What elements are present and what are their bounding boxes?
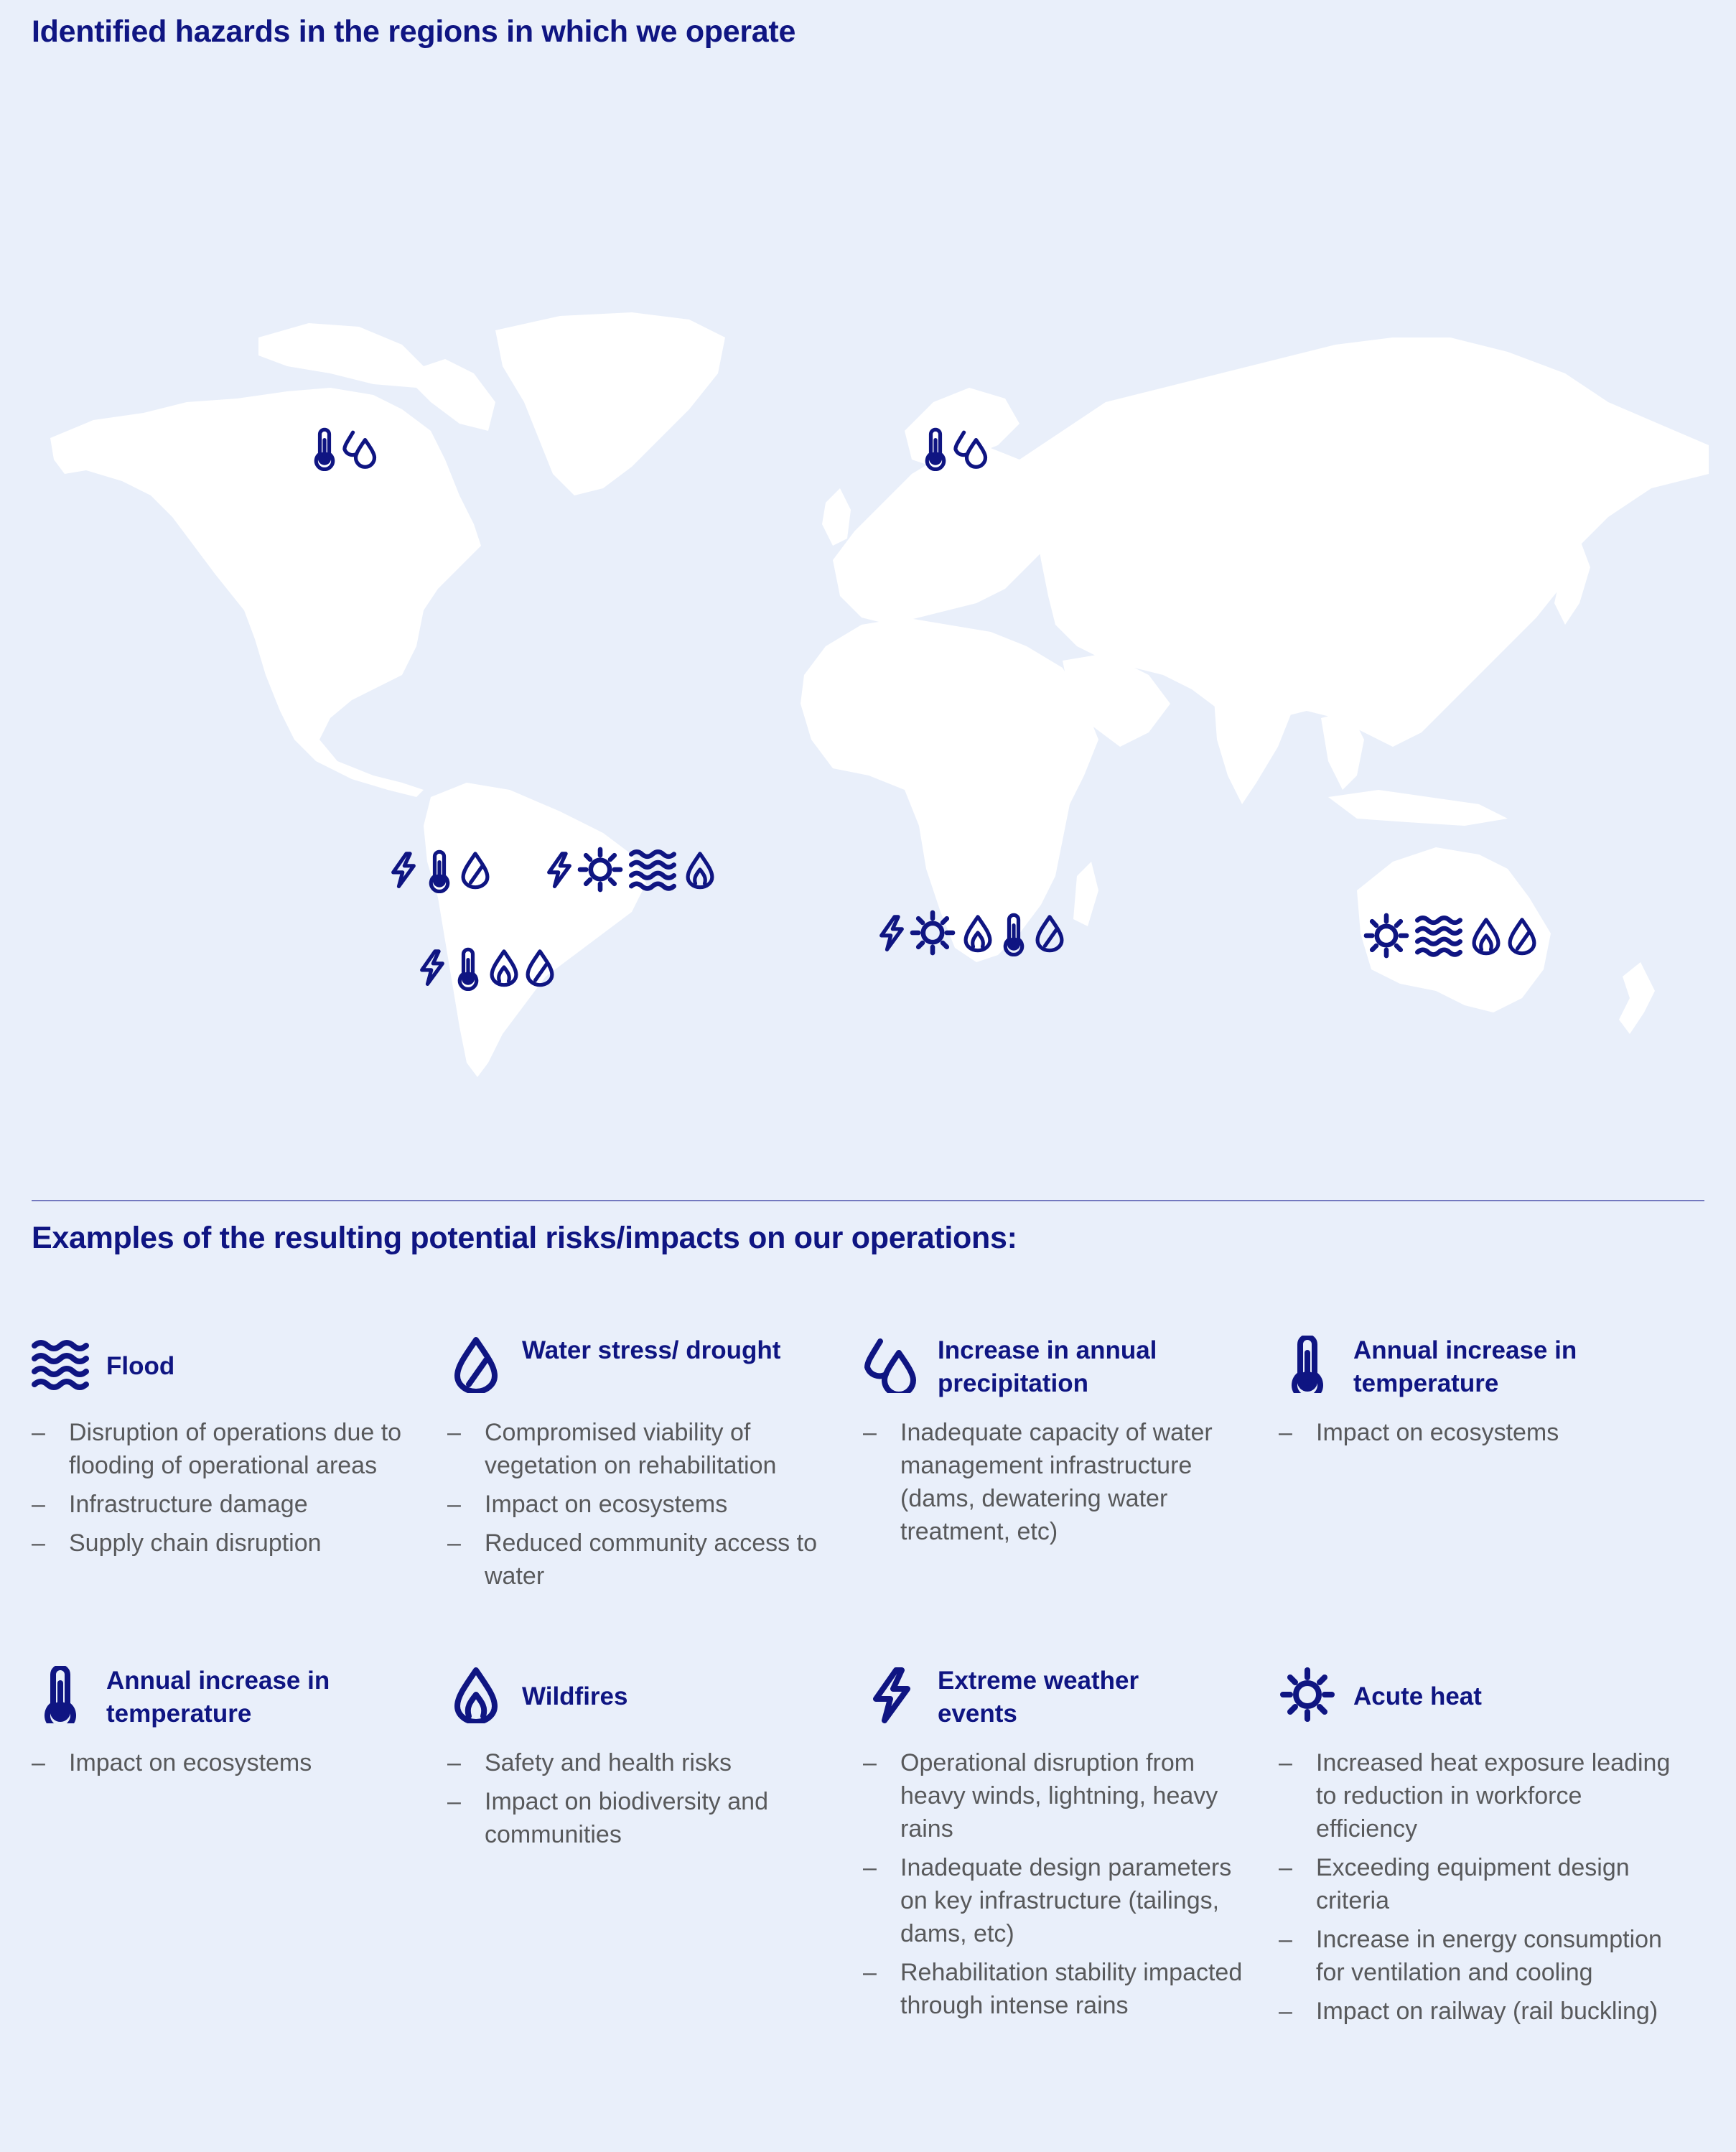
australia [1357,847,1551,1012]
risk-item: – Impact on railway (rail buckling) [1279,1995,1681,2028]
risk-title: Acute heat [1353,1682,1482,1710]
risk-items [1279,1746,1681,2034]
risk-item: – Impact on ecosystems [1279,1416,1681,1449]
risk-title: Water stress/ drought [522,1336,781,1364]
indian-subcontinent [1213,689,1292,804]
sun-icon [913,913,953,953]
lightning-icon [863,1666,920,1723]
risk-item: – Inadequate design parameters on key infrastructure (tailings, dams, etc) [863,1851,1265,1950]
north-america [50,388,481,797]
risk-item: – Exceeding equipment design criteria [1279,1851,1681,1917]
flame-icon [688,854,712,888]
risk-title: Annual increase in temperature [106,1667,330,1728]
lightning-icon [393,854,414,887]
section-divider [32,1200,1704,1201]
risk-item: – Disruption of operations due to flooding of operational areas [32,1416,434,1482]
risk-item: – Inadequate capacity of water management infrastructure (dams, dewatering water treatment, etc) [863,1416,1265,1548]
risk-title: Annual increase in temperature [1353,1336,1577,1397]
risk-item: – Impact on ecosystems [447,1488,849,1521]
new-zealand [1619,962,1655,1034]
waves-icon [32,1336,89,1393]
lightning-icon [882,917,902,950]
risk-title: Extreme weather events [938,1667,1139,1728]
drought-icon [1037,917,1062,951]
risk-item: – Infrastructure damage [32,1488,434,1521]
map-title: Identified hazards in the regions in which we operate [32,14,796,49]
madagascar [1073,862,1098,926]
risk-item: – Increase in energy consumption for ventilation and cooling [1279,1923,1681,1989]
risks-title: Examples of the resulting potential risks/impacts on our operations: [32,1221,1017,1255]
risk-items [863,1746,1265,2028]
risk-items [863,1416,1265,1554]
droplets-icon [863,1336,920,1393]
risk-items [32,1746,434,1785]
risk-item: – Operational disruption from heavy winds, lightning, heavy rains [863,1746,1265,1845]
arctic-islands [258,323,431,388]
europe [833,445,1055,625]
risk-item: – Supply chain disruption [32,1527,434,1560]
africa [801,618,1098,962]
lightning-icon [422,951,443,984]
risk-item: – Impact on biodiversity and communities [447,1785,849,1851]
thermometer-icon [32,1666,89,1723]
risk-item: – Reduced community access to water [447,1527,849,1593]
risk-items [447,1746,849,1857]
land-masses [50,312,1709,1077]
risk-title: Wildfires [522,1682,628,1710]
south-america [424,783,646,1077]
risk-items [447,1416,849,1598]
thermometer-icon [1279,1336,1336,1393]
flame-icon [447,1666,505,1723]
risk-item: – Compromised viability of vegetation on rehabilitation [447,1416,849,1482]
risk-items [32,1416,434,1565]
greenland [495,312,725,495]
indonesia [1328,790,1508,826]
risk-title: Increase in annual precipitation [938,1336,1157,1397]
risk-item: – Increased heat exposure leading to reduction in workforce efficiency [1279,1746,1681,1845]
risk-item: – Safety and health risks [447,1746,849,1779]
risk-title: Flood [106,1352,175,1380]
risk-items [1279,1416,1681,1455]
sun-icon [1279,1666,1336,1723]
risk-item: – Rehabilitation stability impacted through intense rains [863,1956,1265,2022]
drought-icon [447,1336,505,1393]
risk-item: – Impact on ecosystems [32,1746,434,1779]
great-britain [822,488,851,546]
